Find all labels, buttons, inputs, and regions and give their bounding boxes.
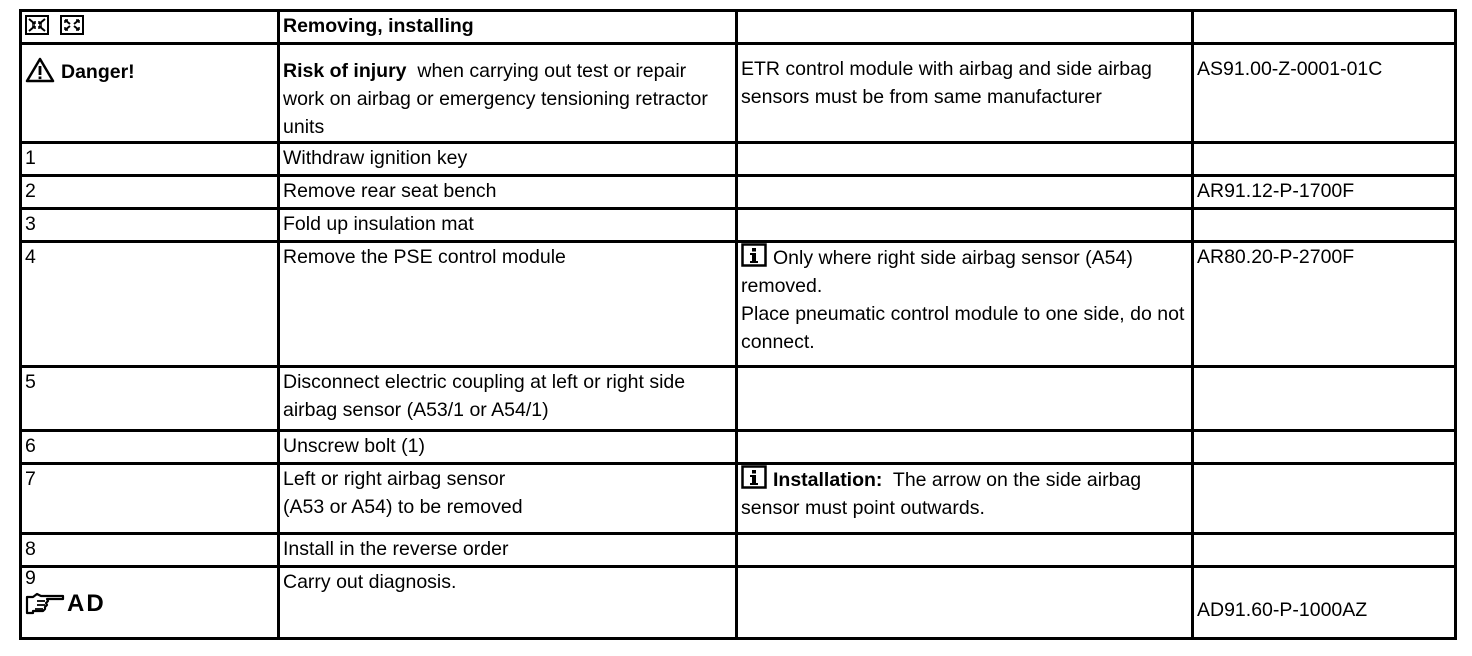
danger-note-cell <box>737 44 1193 143</box>
ad-label: AD <box>67 590 106 617</box>
table-row <box>21 431 1456 464</box>
danger-row <box>21 44 1456 143</box>
step-note: Only where right side airbag sensor (A54) removed. <box>741 247 1133 297</box>
header-ref-cell <box>1193 11 1456 44</box>
danger-ref-cell <box>1193 44 1456 143</box>
step-note-2: Place pneumatic control module to one side, do not connect. <box>741 303 1185 353</box>
step-number: 4 <box>25 246 36 268</box>
risk-text: when carrying out test or repair work on airbag or emergency tensioning retractor units <box>283 60 708 138</box>
risk-heading: Risk of injury <box>283 60 407 82</box>
step-number: 3 <box>25 213 36 235</box>
table-row <box>21 176 1456 209</box>
table-row <box>21 367 1456 431</box>
step-number: 6 <box>25 435 36 457</box>
danger-label-cell <box>21 44 279 143</box>
step-number: 1 <box>25 147 36 169</box>
step-number: 5 <box>25 371 36 393</box>
step-text: Install in the reverse order <box>283 538 509 560</box>
step-note: The arrow on the side airbag sensor must point outwards. <box>741 469 1142 519</box>
table-row <box>21 464 1456 534</box>
step-text: Withdraw ignition key <box>283 147 468 169</box>
step-text: Remove the PSE control module <box>283 246 566 268</box>
step-text: Left or right airbag sensor <box>283 468 506 490</box>
step-text-2: (A53 or A54) to be removed <box>283 496 523 518</box>
compress-tool-icon <box>25 15 49 35</box>
danger-note: ETR control module with airbag and side airbag sensors must be from same manufacturer <box>741 58 1152 108</box>
expand-tool-icon <box>60 15 84 35</box>
step-text: Remove rear seat bench <box>283 180 497 202</box>
info-icon <box>741 465 767 489</box>
step-text: Unscrew bolt (1) <box>283 435 425 457</box>
step-number: 8 <box>25 538 36 560</box>
warning-triangle-icon <box>25 57 55 83</box>
table-row <box>21 242 1456 367</box>
step-number: 2 <box>25 180 36 202</box>
info-icon <box>741 243 767 267</box>
step-ref: AR91.12-P-1700F <box>1197 180 1355 202</box>
step-number: 7 <box>25 468 36 490</box>
step-ref: AR80.20-P-2700F <box>1197 246 1355 268</box>
table-row <box>21 534 1456 567</box>
step-text: Disconnect electric coupling at left or right side airbag sensor (A53/1 or A54/1) <box>283 371 686 421</box>
step-text: Fold up insulation mat <box>283 213 474 235</box>
step-number: 9 <box>25 567 36 589</box>
table-row <box>21 209 1456 242</box>
danger-ref: AS91.00-Z-0001-01C <box>1197 58 1383 80</box>
header-row <box>21 11 1456 44</box>
pointing-hand-icon <box>25 592 65 616</box>
danger-risk-cell <box>279 44 737 143</box>
step-text: Carry out diagnosis. <box>283 571 457 593</box>
procedure-table <box>19 9 1457 640</box>
section-title: Removing, installing <box>279 11 737 44</box>
table-row <box>21 143 1456 176</box>
tool-icons-cell <box>21 11 279 44</box>
diagnosis-badge <box>25 590 273 618</box>
step-ref: AD91.60-P-1000AZ <box>1197 599 1368 621</box>
table-row <box>21 567 1456 639</box>
installation-label: Installation: <box>773 469 883 491</box>
danger-label: Danger! <box>61 61 135 83</box>
header-note-cell <box>737 11 1193 44</box>
